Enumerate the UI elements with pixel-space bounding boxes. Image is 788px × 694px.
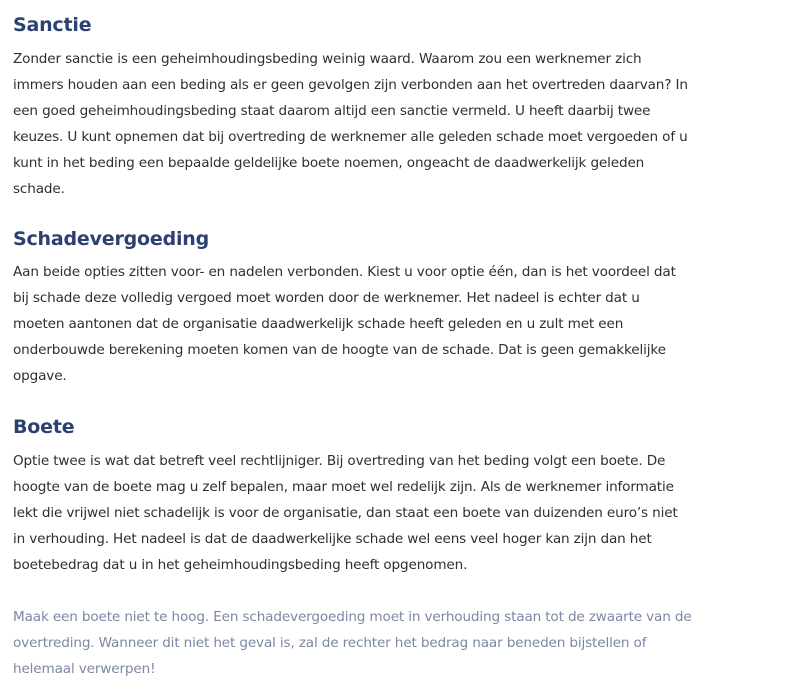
paragraph-schadevergoeding	[13, 259, 713, 389]
paragraph-line: in verhouding. Het nadeel is dat de daadwerkelijke schade wel eens veel hoger kan zijn dan het	[13, 531, 652, 547]
paragraph-line: Zonder sanctie is een geheimhoudingsbeding weinig waard. Waarom zou een werknemer zich	[13, 51, 642, 67]
paragraph-line: een goed geheimhoudingsbeding staat daarom altijd een sanctie vermeld. U heeft daarbij twee	[13, 103, 651, 119]
paragraph-line: Optie twee is wat dat betreft veel rechtlijniger. Bij overtreding van het beding volgt een boete. De	[13, 453, 666, 469]
section-heading-boete: Boete	[13, 416, 75, 438]
tip-line: Maak een boete niet te hoog. Een schadevergoeding moet in verhouding staan tot de zwaarte van de	[13, 609, 692, 625]
paragraph-line: bij schade deze volledig vergoed moet worden door de werknemer. Het nadeel is echter dat u	[13, 290, 640, 306]
tip-line: overtreding. Wanneer dit niet het geval is, zal de rechter het bedrag naar beneden bijstellen of	[13, 635, 647, 651]
paragraph-line: onderbouwde berekening moeten komen van de hoogte van de schade. Dat is geen gemakkelijke	[13, 342, 666, 358]
paragraph-sanctie	[13, 46, 713, 202]
paragraph-line: keuzes. U kunt opnemen dat bij overtreding de werknemer alle geleden schade moet vergoeden of u	[13, 129, 688, 145]
tip-line: helemaal verwerpen!	[13, 661, 156, 677]
section-heading-sanctie: Sanctie	[13, 14, 92, 36]
paragraph-line: boetebedrag dat u in het geheimhoudingsbeding heeft opgenomen.	[13, 557, 468, 573]
paragraph-line: Aan beide opties zitten voor- en nadelen verbonden. Kiest u voor optie één, dan is het voordeel dat	[13, 264, 676, 280]
paragraph-line: lekt die vrijwel niet schadelijk is voor de organisatie, dan staat een boete van duizenden euro’s niet	[13, 505, 678, 521]
paragraph-line: kunt in het beding een bepaalde geldelijke boete noemen, ongeacht de daadwerkelijk geleden	[13, 155, 645, 171]
paragraph-boete	[13, 448, 713, 578]
section-heading-schadevergoeding: Schadevergoeding	[13, 228, 210, 250]
paragraph-line: hoogte van de boete mag u zelf bepalen, maar moet wel redelijk zijn. Als de werknemer informatie	[13, 479, 674, 495]
paragraph-line: moeten aantonen dat de organisatie daadwerkelijk schade heeft geleden en u zult met een	[13, 316, 624, 332]
paragraph-line: schade.	[13, 181, 65, 197]
paragraph-line: immers houden aan een beding als er geen gevolgen zijn verbonden aan het overtreden daarvan? In	[13, 77, 688, 93]
paragraph-line: opgave.	[13, 368, 67, 384]
tip-paragraph	[13, 604, 713, 682]
